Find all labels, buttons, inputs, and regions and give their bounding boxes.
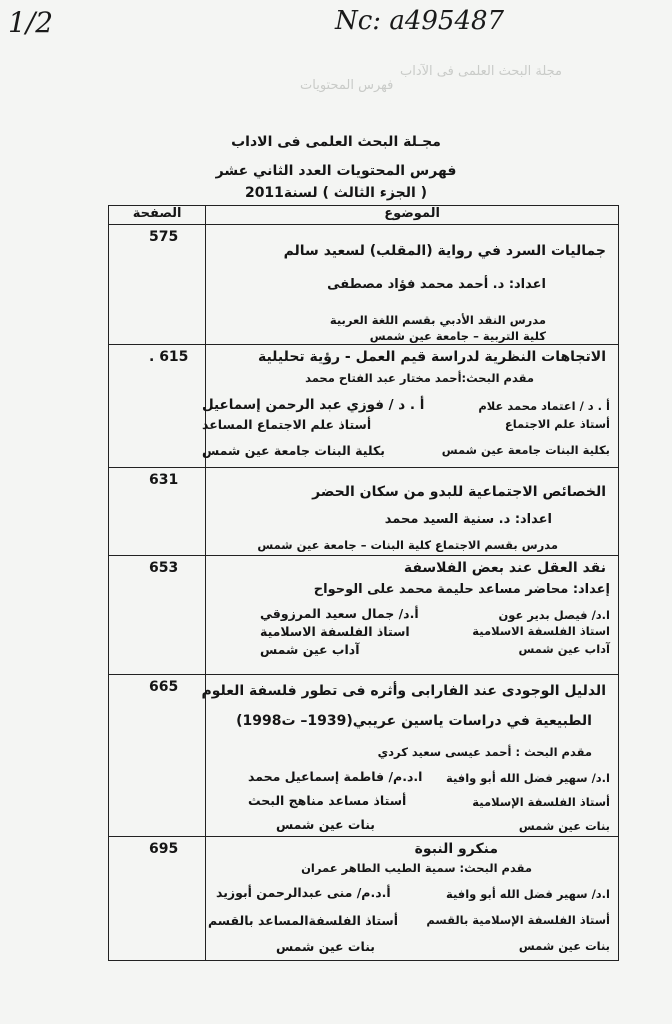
supervisor-left-role: استاذ الفلسفة الاسلامية — [260, 624, 410, 639]
article-title: الخصائص الاجتماعية للبدو من سكان الحضر — [312, 484, 606, 500]
table-row — [109, 345, 619, 468]
page-number: 695 — [149, 841, 179, 857]
page-cell — [109, 345, 206, 468]
page-number: 665 — [149, 679, 179, 695]
researcher: مقدم البحث: سمية الطيب الطاهر عمران — [301, 861, 532, 875]
article-title: نقد العقل عند بعض الفلاسفة — [403, 560, 606, 576]
supervisor-right-name: ا.د/ سهير فضل الله أبو وافية — [446, 771, 610, 785]
page-number: . 615 — [149, 349, 189, 365]
researcher: مقدم البحث : أحمد عيسى سعيد كردي — [377, 745, 592, 759]
page-cell — [109, 468, 206, 556]
page-cell — [109, 837, 206, 961]
page-number: 653 — [149, 560, 179, 576]
supervisor-right-role: أستاذ علم الاجتماع — [504, 417, 610, 431]
faint-mark-2: فهرس المحتويات — [300, 78, 394, 93]
supervisor-right-place: آداب عين شمس — [518, 642, 610, 656]
supervisor-right-role: استاذ الفلسفة الاسلامية — [472, 624, 610, 638]
supervisor-left-name: أ.د/ جمال سعيد المرزوقي — [260, 606, 419, 621]
supervisor-left-place: بنات عين شمس — [276, 939, 375, 954]
researcher: مقدم البحث:أحمد مختار عبد الفتاح محمد — [305, 371, 534, 385]
contents-table — [108, 205, 619, 961]
table-row — [109, 675, 619, 837]
supervisor-right-place: بكلية البنات جامعة عين شمس — [441, 443, 610, 457]
supervisor-left-name: أ . د / فوزي عبد الرحمن إسماعيل — [202, 397, 425, 413]
handwritten-reference-code: Nc: a495487 — [335, 6, 505, 36]
article-title: جماليات السرد في رواية (المقلب) لسعيد سالم — [283, 243, 606, 259]
author-affiliation-2: كلية التربية – جامعة عين شمس — [369, 329, 546, 343]
topic-cell — [202, 345, 619, 468]
supervisor-left-role: أستاذ علم الاجتماع المساعد — [202, 417, 372, 432]
topic-column-header: الموضوع — [206, 206, 619, 225]
page-number: 575 — [149, 229, 179, 245]
page-number: 631 — [149, 472, 179, 488]
supervisor-left-place: بكلية البنات جامعة عين شمس — [202, 443, 385, 458]
page-cell — [109, 556, 206, 675]
table-header-row — [109, 206, 619, 225]
supervisor-right-role: أستاذ الفلسفة الإسلامية — [472, 795, 610, 809]
supervisor-left-place: بنات عين شمس — [276, 817, 375, 832]
article-title: الاتجاهات النظرية لدراسة قيم العمل - رؤية تحليلية — [257, 349, 606, 365]
table-row — [109, 225, 619, 345]
table-row — [109, 837, 619, 961]
index-title: فهرس المحتويات العدد الثاني عشر — [215, 163, 457, 179]
supervisor-right-name: ا.د/ سهير فضل الله أبو وافية — [446, 887, 610, 901]
supervisor-right-place: بنات عين شمس — [518, 939, 610, 953]
handwritten-page-number: 1/2 — [8, 6, 54, 39]
topic-cell — [206, 556, 619, 675]
supervisor-right-name: ا.د/ فيصل بدير عون — [498, 608, 610, 622]
article-author: اعداد: د. أحمد محمد فؤاد مصطفى — [327, 277, 546, 292]
supervisor-left-name: أ.د.م/ منى عبدالرحمن أبوزيد — [216, 885, 391, 900]
supervisor-left-role: أستاذ مساعد مناهج البحث — [248, 793, 407, 808]
table-row — [109, 556, 619, 675]
page-cell — [109, 225, 206, 345]
supervisor-left-name: ا.د.م/ فاطمة إسماعيل محمد — [248, 769, 423, 784]
table-row — [109, 468, 619, 556]
page-column-header: الصفحة — [109, 206, 206, 225]
supervisor-right-place: بنات عين شمس — [518, 819, 610, 833]
supervisor-right-name: أ . د / اعتماد محمد علام — [478, 399, 610, 413]
supervisor-left-role: أستاذ الفلسفةالمساعد بالقسم — [208, 913, 398, 928]
article-title: منكرو النبوة — [414, 841, 498, 857]
article-title-continued: الطبيعية في دراسات ياسين عريبي(1939– ت1998) — [236, 713, 592, 729]
part-year: ( الجزء الثالث ) لسنة2011 — [244, 185, 428, 201]
topic-cell — [206, 468, 619, 556]
journal-title: مجـلة البحث العلمى فى الاداب — [231, 134, 441, 150]
author-affiliation: مدرس بقسم الاجتماع كلية البنات – جامعة عين شمس — [257, 538, 558, 552]
author-affiliation: مدرس النقد الأدبي بقسم اللغة العربية — [329, 313, 546, 327]
page-cell — [109, 675, 206, 837]
article-author: اعداد: د. سنية السيد محمد — [384, 512, 552, 527]
article-author: إعداد: محاضر مساعد حليمة محمد على الوحواح — [313, 582, 610, 597]
topic-cell — [206, 225, 619, 345]
faint-mark-1: مجلة البحث العلمى فى الآداب — [400, 64, 563, 79]
topic-cell — [201, 675, 619, 837]
article-title: الدليل الوجودى عند الفارابى وأثره فى تطور فلسفة العلوم — [201, 683, 606, 699]
supervisor-left-place: آداب عين شمس — [260, 642, 360, 657]
topic-cell — [206, 837, 619, 961]
supervisor-right-role: أستاذ الفلسفة الإسلامية بالقسم — [426, 913, 610, 927]
